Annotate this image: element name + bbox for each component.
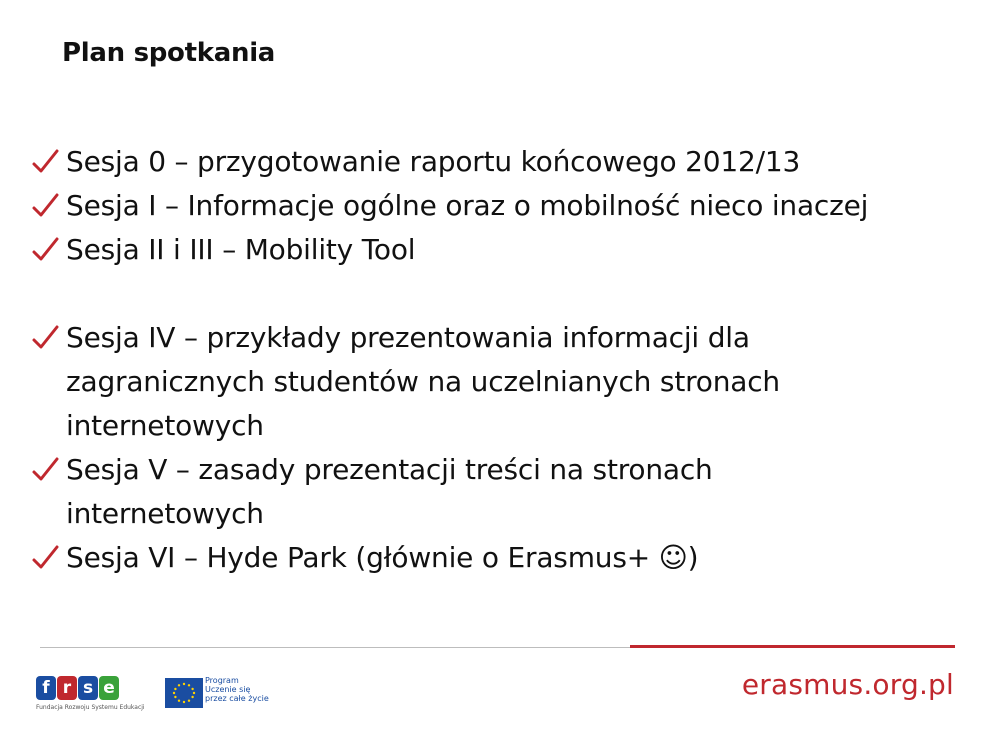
list-item-text: zagranicznych studentów na uczelnianych stronach bbox=[66, 365, 780, 398]
list-item-continuation bbox=[26, 360, 976, 404]
list-item bbox=[26, 316, 976, 360]
checkmark-icon bbox=[28, 140, 62, 184]
checkmark-icon bbox=[28, 536, 62, 580]
list-item bbox=[26, 184, 976, 228]
frse-logo bbox=[36, 676, 145, 716]
eu-flag-icon bbox=[165, 678, 203, 708]
frse-letter: r bbox=[57, 676, 77, 700]
slide-title: Plan spotkania bbox=[62, 38, 276, 68]
checkmark-icon bbox=[28, 228, 62, 272]
agenda-list bbox=[26, 140, 976, 580]
frse-letter: e bbox=[99, 676, 119, 700]
list-item-text: Sesja II i III – Mobility Tool bbox=[66, 233, 416, 266]
eu-program-text bbox=[205, 676, 269, 703]
eu-program-line: Uczenie się bbox=[205, 685, 251, 694]
list-item-text: Sesja 0 – przygotowanie raportu końcowego 2012/13 bbox=[66, 145, 801, 178]
checkmark-icon bbox=[28, 448, 62, 492]
list-item-continuation bbox=[26, 492, 976, 536]
eu-program-line: przez całe życie bbox=[205, 694, 269, 703]
website-url: erasmus.org.pl bbox=[741, 668, 954, 701]
frse-caption: Fundacja Rozwoju Systemu Edukacji bbox=[36, 704, 145, 711]
list-item bbox=[26, 448, 976, 492]
list-item bbox=[26, 228, 976, 272]
list-item bbox=[26, 140, 976, 184]
list-item-text: Sesja VI – Hyde Park (głównie o Erasmus+ ☺) bbox=[66, 541, 699, 574]
eu-program-line: Program bbox=[205, 676, 239, 685]
footer-divider-red bbox=[630, 645, 955, 648]
frse-letter: s bbox=[78, 676, 98, 700]
list-item-text: Sesja IV – przykłady prezentowania informacji dla bbox=[66, 321, 750, 354]
list-item-text: internetowych bbox=[66, 409, 264, 442]
list-item-text: internetowych bbox=[66, 497, 264, 530]
list-item bbox=[26, 536, 976, 580]
checkmark-icon bbox=[28, 184, 62, 228]
frse-letter: f bbox=[36, 676, 56, 700]
list-item-continuation bbox=[26, 404, 976, 448]
checkmark-icon bbox=[28, 316, 62, 360]
list-spacer bbox=[26, 272, 976, 316]
footer-divider-grey bbox=[40, 647, 630, 648]
list-item-text: Sesja I – Informacje ogólne oraz o mobilność nieco inaczej bbox=[66, 189, 869, 222]
eu-program-logo bbox=[165, 676, 295, 716]
list-item-text: Sesja V – zasady prezentacji treści na stronach bbox=[66, 453, 713, 486]
